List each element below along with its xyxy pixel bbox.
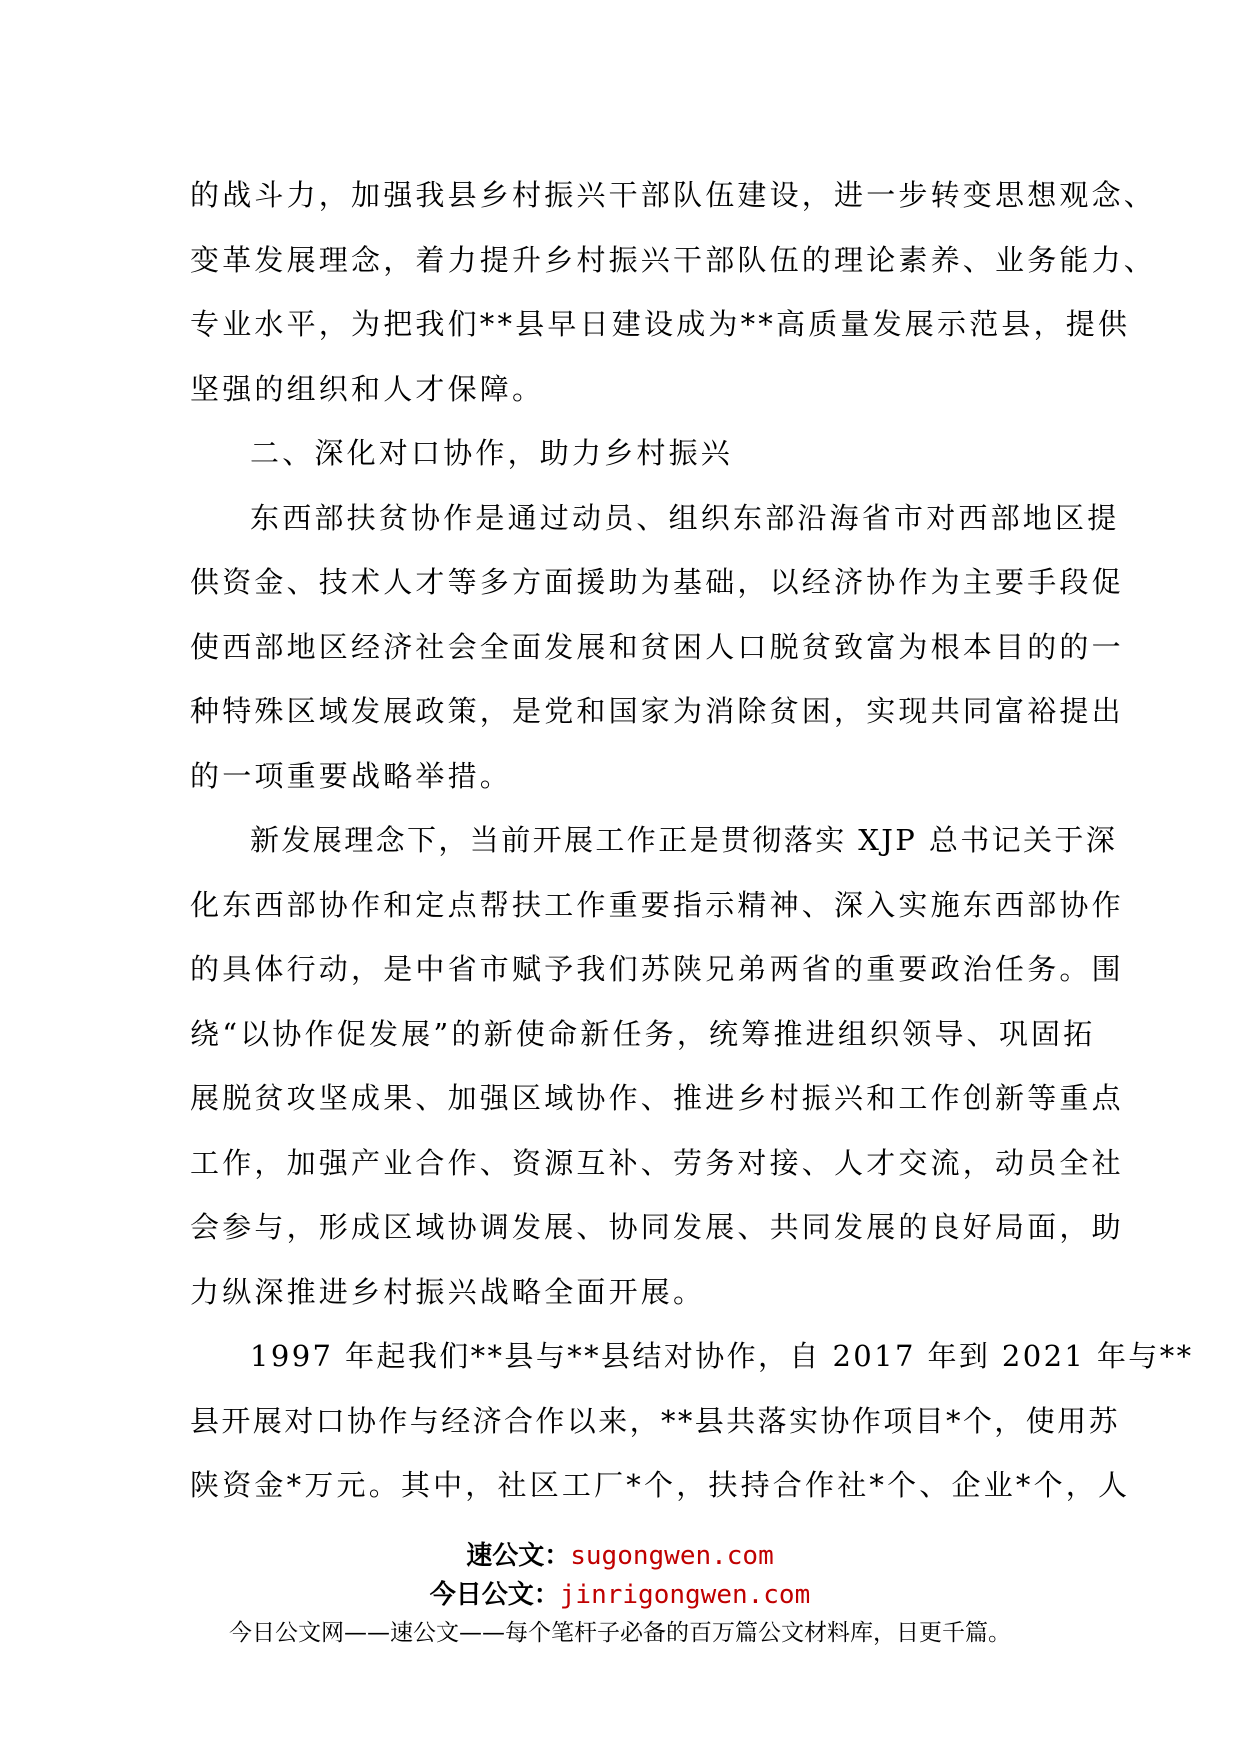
footer-link-jinrigongwen[interactable]: jinrigongwen.com — [559, 1580, 811, 1610]
text-line: 东西部扶贫协作是通过动员、组织东部沿海省市对西部地区提 — [250, 500, 1120, 535]
footer-jinrigongwen — [0, 1574, 1240, 1611]
text-line: 新发展理念下，当前开展工作正是贯彻落实 XJP 总书记关于深 — [250, 823, 1118, 857]
footer-label: 今日公文： — [429, 1580, 560, 1610]
text-line: 的一项重要战略举措。 — [190, 758, 513, 793]
text-line: 县开展对口协作与经济合作以来，**县共落实协作项目*个，使用苏 — [190, 1403, 1120, 1438]
text-line: 坚强的组织和人才保障。 — [190, 371, 545, 406]
footer-tagline: 今日公文网——速公文——每个笔杆子必备的百万篇公文材料库，日更千篇。 — [229, 1620, 1011, 1646]
text-line: 绕“以协作促发展”的新使命新任务，统筹推进组织领导、巩固拓 — [190, 1016, 1096, 1051]
text-line: 陕资金*万元。其中，社区工厂*个，扶持合作社*个、企业*个，人 — [190, 1468, 1131, 1502]
text-line: 力纵深推进乡村振兴战略全面开展。 — [190, 1274, 706, 1309]
text-line: 种特殊区域发展政策，是党和国家为消除贫困，实现共同富裕提出 — [190, 694, 1124, 728]
footer-label: 速公文： — [466, 1541, 571, 1571]
text-line: 变革发展理念，着力提升乡村振兴干部队伍的理论素养、业务能力、 — [190, 242, 1157, 277]
text-line: 化东西部协作和定点帮扶工作重要指示精神、深入实施东西部协作 — [190, 887, 1124, 922]
text-line: 1997 年起我们**县与**县结对协作，自 2017 年到 2021 年与** — [250, 1339, 1194, 1373]
footer-sugongwen — [0, 1535, 1240, 1572]
text-line: 的战斗力，加强我县乡村振兴干部队伍建设，进一步转变思想观念、 — [190, 178, 1157, 212]
text-line: 供资金、技术人才等多方面援助为基础，以经济协作为主要手段促 — [190, 565, 1124, 599]
text-line: 专业水平，为把我们**县早日建设成为**高质量发展示范县，提供 — [190, 307, 1131, 341]
footer-link-sugongwen[interactable]: sugongwen.com — [570, 1541, 774, 1571]
text-line: 会参与，形成区域协调发展、协同发展、共同发展的良好局面，助 — [190, 1210, 1124, 1244]
text-line: 工作，加强产业合作、资源互补、劳务对接、人才交流，动员全社 — [190, 1145, 1124, 1180]
text-line: 的具体行动，是中省市赋予我们苏陕兄弟两省的重要政治任务。围 — [190, 952, 1124, 986]
section-heading: 二、深化对口协作，助力乡村振兴 — [250, 436, 734, 470]
text-line: 展脱贫攻坚成果、加强区域协作、推进乡村振兴和工作创新等重点 — [190, 1081, 1124, 1115]
document-body — [190, 163, 1194, 1518]
text-line: 使西部地区经济社会全面发展和贫困人口脱贫致富为根本目的的一 — [190, 629, 1124, 664]
